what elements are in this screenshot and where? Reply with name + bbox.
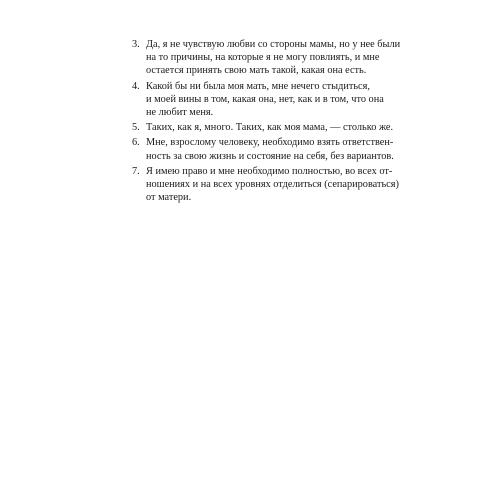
- list-item: [130, 136, 392, 162]
- list-item-line: Мне, взрослому человеку, необходимо взять ответствен-: [146, 137, 394, 149]
- list-item-number: 4.: [132, 80, 140, 92]
- list-item-line: и моей вины в том, какая она, нет, как и в том, что она: [146, 93, 384, 105]
- list-item: [130, 165, 399, 205]
- numbered-list: [130, 38, 401, 206]
- list-item-line: остается принять свою мать такой, какая она есть.: [146, 65, 367, 77]
- list-item-line: Какой бы ни была моя мать, мне нечего стыдиться,: [146, 80, 370, 92]
- list-item-line: Я имею право и мне необходимо полностью, во всех от-: [146, 165, 393, 177]
- list-item: [130, 80, 392, 120]
- list-item-number: 5.: [132, 122, 140, 134]
- list-item-line: ность за свою жизнь и состояние на себя, без вариантов.: [146, 150, 394, 162]
- list-item-number: 7.: [132, 165, 140, 177]
- list-item-number: 3.: [132, 39, 140, 50]
- list-item: [130, 38, 401, 78]
- list-item-line: от матери.: [146, 192, 192, 204]
- list-item: [130, 121, 392, 134]
- list-item-number: 6.: [132, 137, 140, 149]
- list-item-line: на то причины, на которые я не могу повлиять, и мне: [146, 52, 380, 64]
- list-item-line: не любит меня.: [146, 107, 214, 119]
- list-item-line: Таких, как я, много. Таких, как моя мама, — столько же.: [146, 122, 394, 134]
- list-item-line: ношениях и на всех уровнях отделиться (сепарироваться): [146, 179, 399, 191]
- list-item-line: Да, я не чувствую любви со стороны мамы, но у нее были: [146, 39, 401, 50]
